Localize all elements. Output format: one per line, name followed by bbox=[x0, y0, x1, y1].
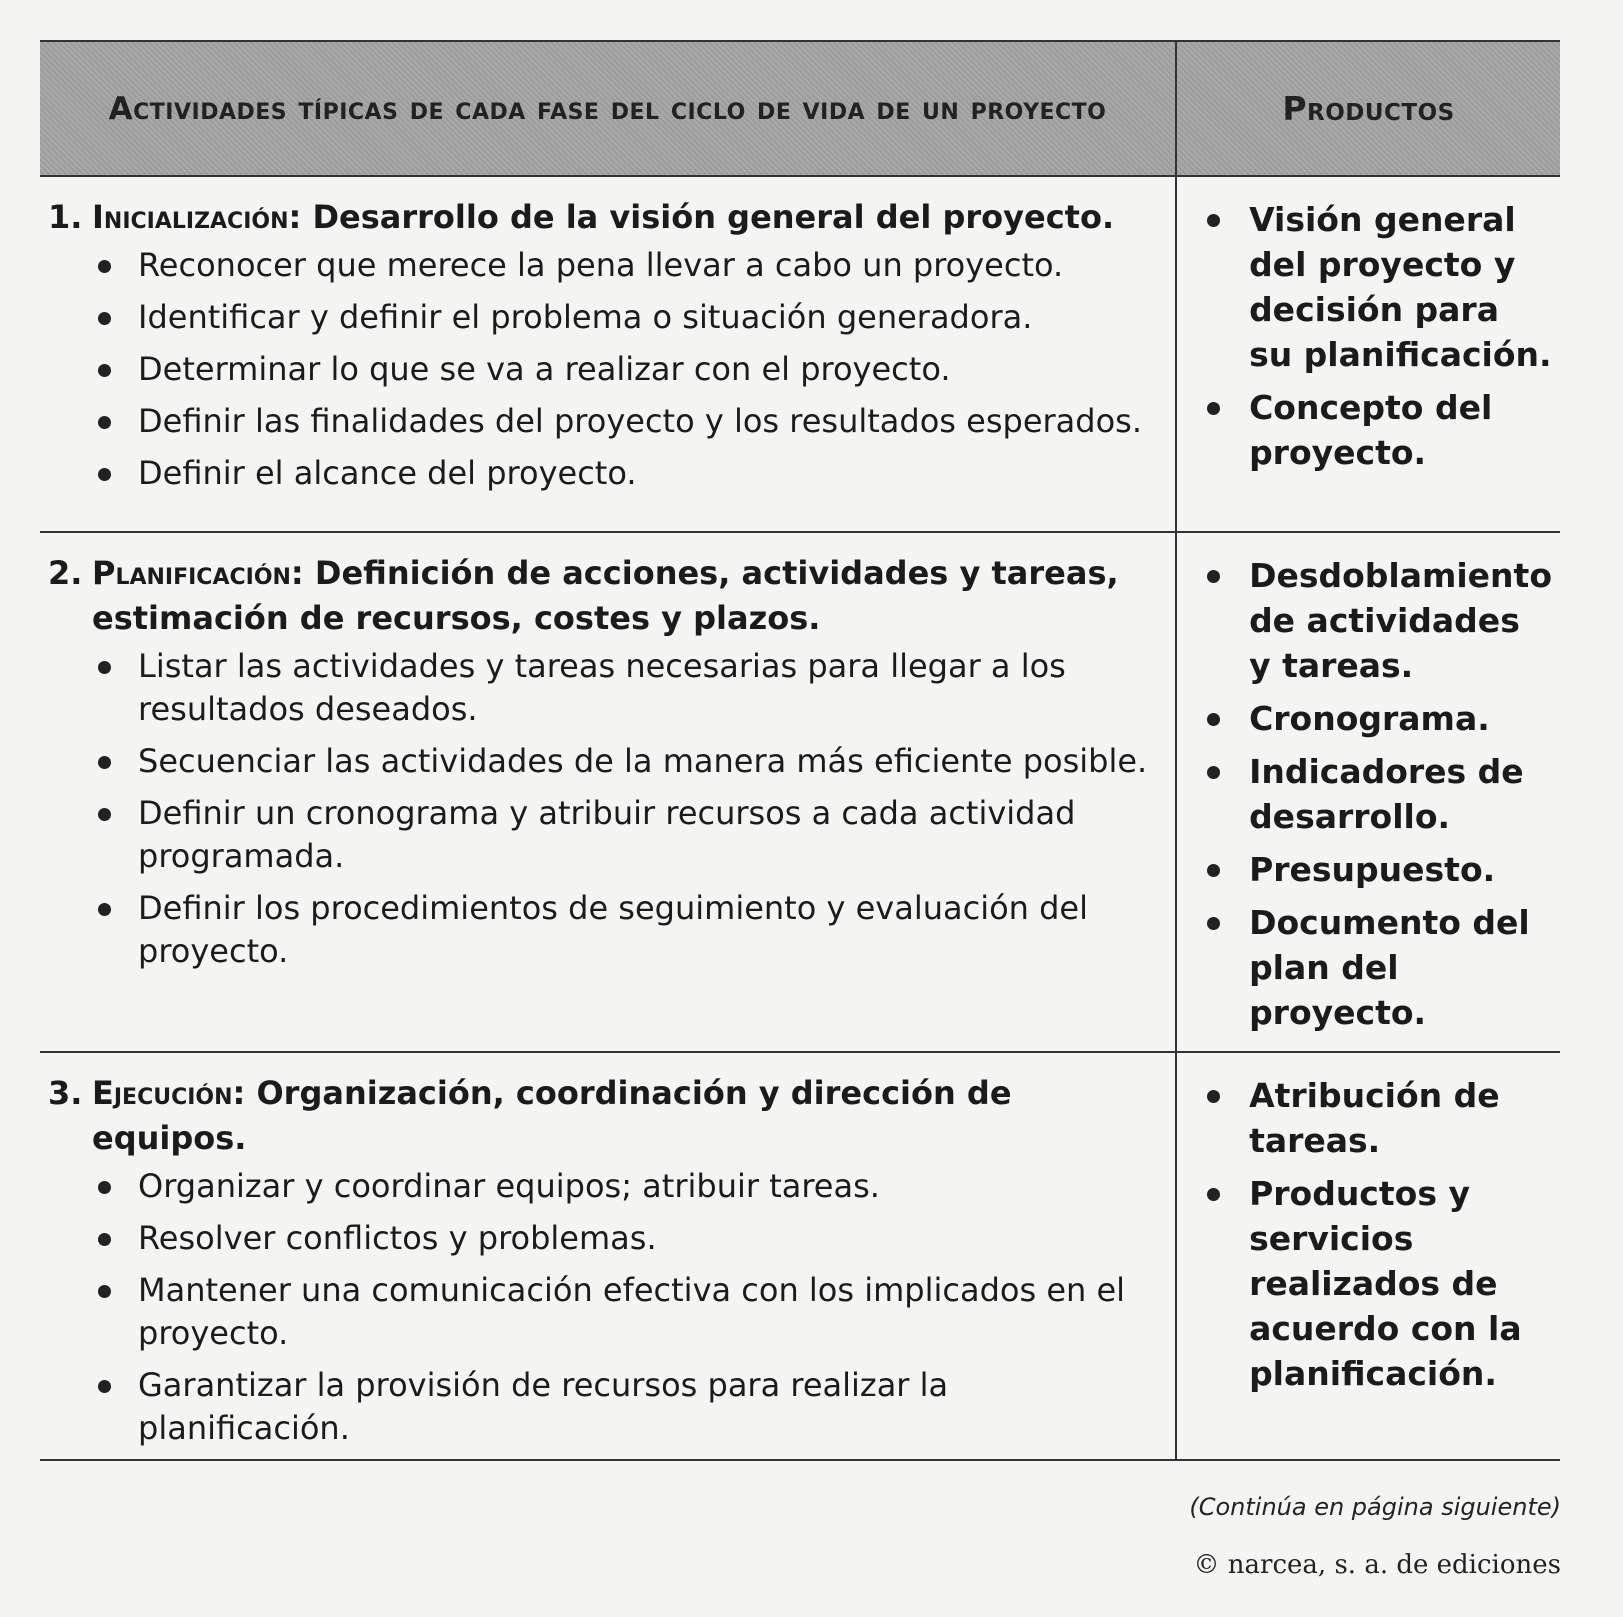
phase-row-planning bbox=[40, 532, 1560, 1052]
activity-item: Determinar lo que se va a realizar con el proyecto. bbox=[40, 348, 1175, 391]
activity-item: Definir un cronograma y atribuir recursos a cada actividad programada. bbox=[40, 792, 1175, 878]
phase-activities-cell bbox=[40, 1052, 1176, 1460]
phase-products-cell bbox=[1176, 532, 1560, 1052]
phase-activities-cell bbox=[40, 532, 1176, 1052]
phase-name: Inicialización: bbox=[92, 198, 302, 236]
activity-item: Definir los procedimientos de seguimiento y evaluación del proyecto. bbox=[40, 887, 1175, 973]
product-list bbox=[1177, 1073, 1560, 1396]
phase-description: Desarrollo de la visión general del proyecto. bbox=[312, 198, 1115, 236]
phase-title bbox=[48, 195, 1175, 240]
phase-description: Definición de acciones, actividades y tareas, estimación de recursos, costes y plazos. bbox=[92, 554, 1119, 637]
product-item: Indicadores de desarrollo. bbox=[1177, 749, 1560, 839]
product-item: Productos y servicios realizados de acuerdo con la planificación. bbox=[1177, 1171, 1560, 1396]
activity-item: Organizar y coordinar equipos; atribuir tareas. bbox=[40, 1165, 1175, 1208]
phase-row-initialization bbox=[40, 176, 1560, 532]
phase-number: 1. bbox=[48, 198, 83, 236]
activities-column-header bbox=[40, 41, 1176, 176]
activity-list bbox=[40, 244, 1175, 495]
product-item: Desdoblamiento de actividades y tareas. bbox=[1177, 553, 1560, 688]
activity-list bbox=[40, 645, 1175, 973]
activity-item: Identificar y definir el problema o situación generadora. bbox=[40, 296, 1175, 339]
product-item: Presupuesto. bbox=[1177, 847, 1560, 892]
project-phases-table bbox=[40, 40, 1560, 1461]
phase-activities-cell bbox=[40, 176, 1176, 532]
activity-item: Listar las actividades y tareas necesarias para llegar a los resultados deseados. bbox=[40, 645, 1175, 731]
phase-name: Ejecución: bbox=[92, 1074, 246, 1112]
activity-item: Secuenciar las actividades de la manera más eficiente posible. bbox=[40, 740, 1175, 783]
activity-item: Garantizar la provisión de recursos para realizar la planificación. bbox=[40, 1364, 1175, 1450]
activity-item: Mantener una comunicación efectiva con los implicados en el proyecto. bbox=[40, 1269, 1175, 1355]
activity-list bbox=[40, 1165, 1175, 1450]
product-list bbox=[1177, 553, 1560, 1035]
continues-note: (Continúa en página siguiente) bbox=[1189, 1493, 1561, 1521]
products-header-text: Productos bbox=[1282, 89, 1455, 128]
activity-item: Reconocer que merece la pena llevar a cabo un proyecto. bbox=[40, 244, 1175, 287]
product-item: Visión general del proyecto y decisión para su planificación. bbox=[1177, 197, 1560, 377]
product-item: Cronograma. bbox=[1177, 696, 1560, 741]
product-item: Concepto del proyecto. bbox=[1177, 385, 1560, 475]
phase-title bbox=[48, 1071, 1175, 1161]
activities-header-text: Actividades típicas de cada fase del ciclo de vida de un proyecto bbox=[108, 90, 1107, 127]
activity-item: Definir el alcance del proyecto. bbox=[40, 452, 1175, 495]
phase-title bbox=[48, 551, 1175, 641]
table-header-row bbox=[40, 41, 1560, 176]
phase-number: 3. bbox=[48, 1074, 83, 1112]
products-column-header bbox=[1176, 41, 1560, 176]
copyright-notice: © narcea, s. a. de ediciones bbox=[1193, 1550, 1561, 1580]
activity-item: Resolver conflictos y problemas. bbox=[40, 1217, 1175, 1260]
phase-description: Organización, coordinación y dirección de equipos. bbox=[92, 1074, 1012, 1157]
phase-row-execution bbox=[40, 1052, 1560, 1460]
product-item: Documento del plan del proyecto. bbox=[1177, 900, 1560, 1035]
activity-item: Definir las finalidades del proyecto y los resultados esperados. bbox=[40, 400, 1175, 443]
product-item: Atribución de tareas. bbox=[1177, 1073, 1560, 1163]
phase-number: 2. bbox=[48, 554, 83, 592]
phase-products-cell bbox=[1176, 1052, 1560, 1460]
product-list bbox=[1177, 197, 1560, 475]
phase-products-cell bbox=[1176, 176, 1560, 532]
phase-name: Planificación: bbox=[92, 554, 304, 592]
